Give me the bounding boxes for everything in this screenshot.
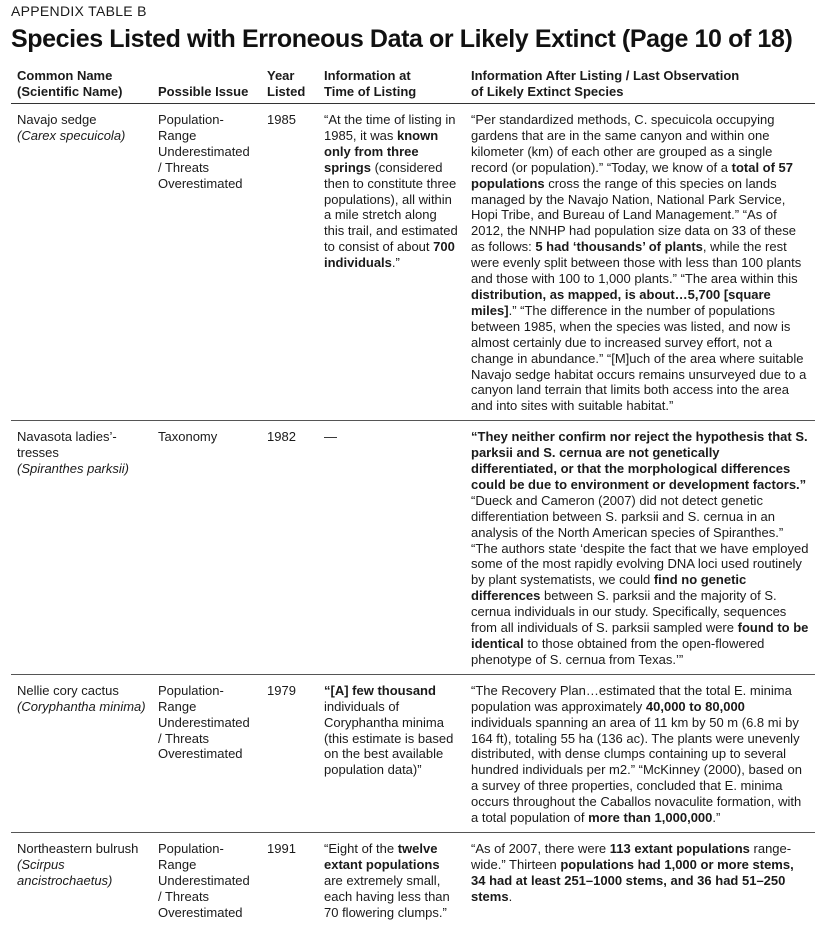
scientific-name: (Coryphantha minima): [17, 698, 146, 714]
column-header-line: Information After Listing / Last Observation: [471, 68, 740, 83]
scientific-name: (Spiranthes parksii): [17, 461, 129, 477]
col-header-common-name: [11, 68, 152, 104]
common-name: Nellie cory cactus: [17, 682, 119, 698]
cell-year-listed: 1991: [267, 840, 296, 856]
cell-year-listed: 1985: [261, 104, 318, 421]
common-name: Navasota ladies’-tresses: [17, 429, 117, 461]
text-run: .”: [391, 255, 400, 271]
column-header-line: (Scientific Name): [17, 84, 123, 99]
text-run: cross the range of this species on lands managed by the Navajo Nation, National Park Service, Hopi Tribe, and Bureau of Land Management.” “As of 2012, the NNHP had population size data on 33 of these as follows:: [471, 175, 796, 255]
text-run: between S. parksii and the majority of S. cernua individuals in our study. Specifically, sequences from all individuals of S. parksii sampled were: [471, 588, 787, 636]
cell-info-at-listing: [318, 104, 465, 421]
emphasis-text: find no genetic differences: [471, 572, 747, 604]
emphasis-text: populations had 1,000 or more stems, 34 had at least 251–1000 stems, and 36 had 51–250 stems: [471, 856, 794, 904]
column-header-line: Possible Issue: [158, 84, 249, 99]
cell-common-name: [11, 421, 152, 675]
text-run: .”: [712, 810, 721, 826]
text-run: .: [508, 888, 513, 904]
emphasis-text: 5 had ‘thousands’ of plants: [535, 239, 703, 255]
common-name: Navajo sedge: [17, 112, 97, 127]
emphasis-text: 40,000 to 80,000: [645, 698, 745, 714]
cell-info-at-listing: [318, 421, 465, 675]
emphasis-text: “They neither confirm nor reject the hypothesis that S. parksii and S. cernua are not genetically differentiated, or that the morphological differences could be due to environment or development factors.”: [471, 429, 808, 492]
emphasis-text: total of 57 populations: [471, 159, 794, 191]
page-title: Species Listed with Erroneous Data or Likely Extinct (Page 10 of 18): [11, 25, 793, 53]
column-header-line: of Likely Extinct Species: [471, 84, 624, 99]
cell-info-after-listing: [465, 104, 815, 421]
cell-common-name: [11, 832, 152, 926]
emphasis-text: distribution, as mapped, is about…5,700 [square miles]: [471, 286, 771, 318]
table-row: [11, 104, 815, 421]
text-run: individuals of Coryphantha minima (this estimate is based on the best available population data)”: [324, 698, 454, 778]
text-run: “At the time of listing in 1985, it was: [324, 112, 456, 143]
col-header-possible-issue: [152, 68, 261, 104]
column-header-line: Information at: [324, 68, 411, 83]
text-run: .” “The difference in the number of populations between 1985, when the species was listed, and now is almost certainly due to increased survey effort, not a change in abundance.” “[M]uch of the area where suitable Navajo sedge habitat occurs remains unsurveyed due to a canyon land terrain that limits both access into the area and into sites with suitable habitat.”: [471, 302, 807, 414]
emphasis-text: known only from three springs: [324, 127, 439, 175]
text-run: —: [324, 429, 337, 445]
text-run: , while the rest were evenly split between those with less than 100 plants and those with 100 to 1,000 plants.” “The area within this: [471, 239, 802, 287]
cell-year-listed: 1979: [261, 674, 318, 832]
scientific-name: (Carex specuicola): [17, 127, 126, 143]
cell-common-name: [11, 104, 152, 421]
text-run: “Eight of the: [324, 840, 398, 856]
cell-possible-issue: Population-Range Underestimated / Threats Overestimated: [152, 104, 261, 421]
text-run: (considered then to constitute three populations), all within a mile stretch along this trail, and estimated to consist of about: [324, 159, 458, 255]
table-header-row: [11, 68, 815, 104]
text-run: range-wide.” Thirteen: [471, 840, 792, 872]
emphasis-text: 700 individuals: [324, 239, 455, 271]
cell-info-after-listing: [465, 832, 815, 926]
table-row: [11, 832, 815, 926]
scientific-name: (Scirpus ancistrochaetus): [17, 856, 113, 888]
text-run: “As of 2007, there were: [471, 840, 610, 856]
appendix-label: APPENDIX TABLE B: [11, 3, 147, 19]
cell-info-at-listing: [318, 674, 465, 832]
text-run: “Per standardized methods, C. specuicola occupying gardens that are in the same canyon and within one kilometer (km) of each other are grouped as a single record (or population).” “Today, we know of a: [471, 112, 775, 175]
table-body: [11, 104, 815, 927]
column-header-line: Common Name: [17, 68, 113, 83]
text-run: “The Recovery Plan…estimated that the total E. minima population was approximately: [471, 682, 792, 714]
table-row: [11, 674, 815, 832]
common-name: Northeastern bulrush: [17, 840, 139, 856]
emphasis-text: more than 1,000,000: [588, 810, 713, 826]
cell-possible-issue: Taxonomy: [152, 421, 261, 675]
species-table: [11, 68, 815, 927]
cell-possible-issue: Population-Range Underestimated / Threats Overestimated: [152, 674, 261, 832]
cell-common-name: [11, 674, 152, 832]
col-header-info-after-listing: [465, 68, 815, 104]
text-run: to those obtained from the open-flowered phenotype of S. cernua from Texas.’”: [471, 636, 765, 667]
table-row: [11, 421, 815, 675]
emphasis-text: 113 extant populations: [609, 840, 750, 856]
cell-possible-issue: Population-Range Underestimated / Threats Overestimated: [158, 840, 250, 920]
cell-info-at-listing: [318, 832, 465, 926]
column-header-line: Listed: [267, 84, 306, 99]
column-header-line: Year: [267, 68, 295, 83]
cell-info-after-listing: [465, 674, 815, 832]
col-header-info-at-listing: [318, 68, 465, 104]
text-run: individuals spanning an area of 11 km by 50 m (6.8 mi by 164 ft), totaling 55 ha (136 ac). The plants were unevenly distributed, with dense clumps containing up to several hundred individuals per m2.” “McKinney (2000), based on a survey of three properties, concluded that E. minima occurs throughout the Caballos novaculite formation, with a total population of: [471, 714, 802, 826]
emphasis-text: found to be identical: [471, 620, 809, 651]
text-run: are extremely small, each having less than 70 flowering clumps.”: [324, 872, 450, 920]
cell-year-listed: 1982: [261, 421, 318, 675]
cell-info-after-listing: [465, 421, 815, 675]
column-header-line: Time of Listing: [324, 84, 417, 99]
emphasis-text: twelve extant populations: [324, 840, 440, 872]
col-header-year-listed: [261, 68, 318, 104]
emphasis-text: “[A] few thousand: [324, 682, 436, 698]
text-run: “Dueck and Cameron (2007) did not detect genetic differentiation between S. parksii and S. cernua in an analysis of the North American species of Spiranthes.” “The authors state ‘despite the fact that we have employed some of the most rapidly evolving DNA loci used routinely by plant systematists, we could: [471, 492, 809, 588]
